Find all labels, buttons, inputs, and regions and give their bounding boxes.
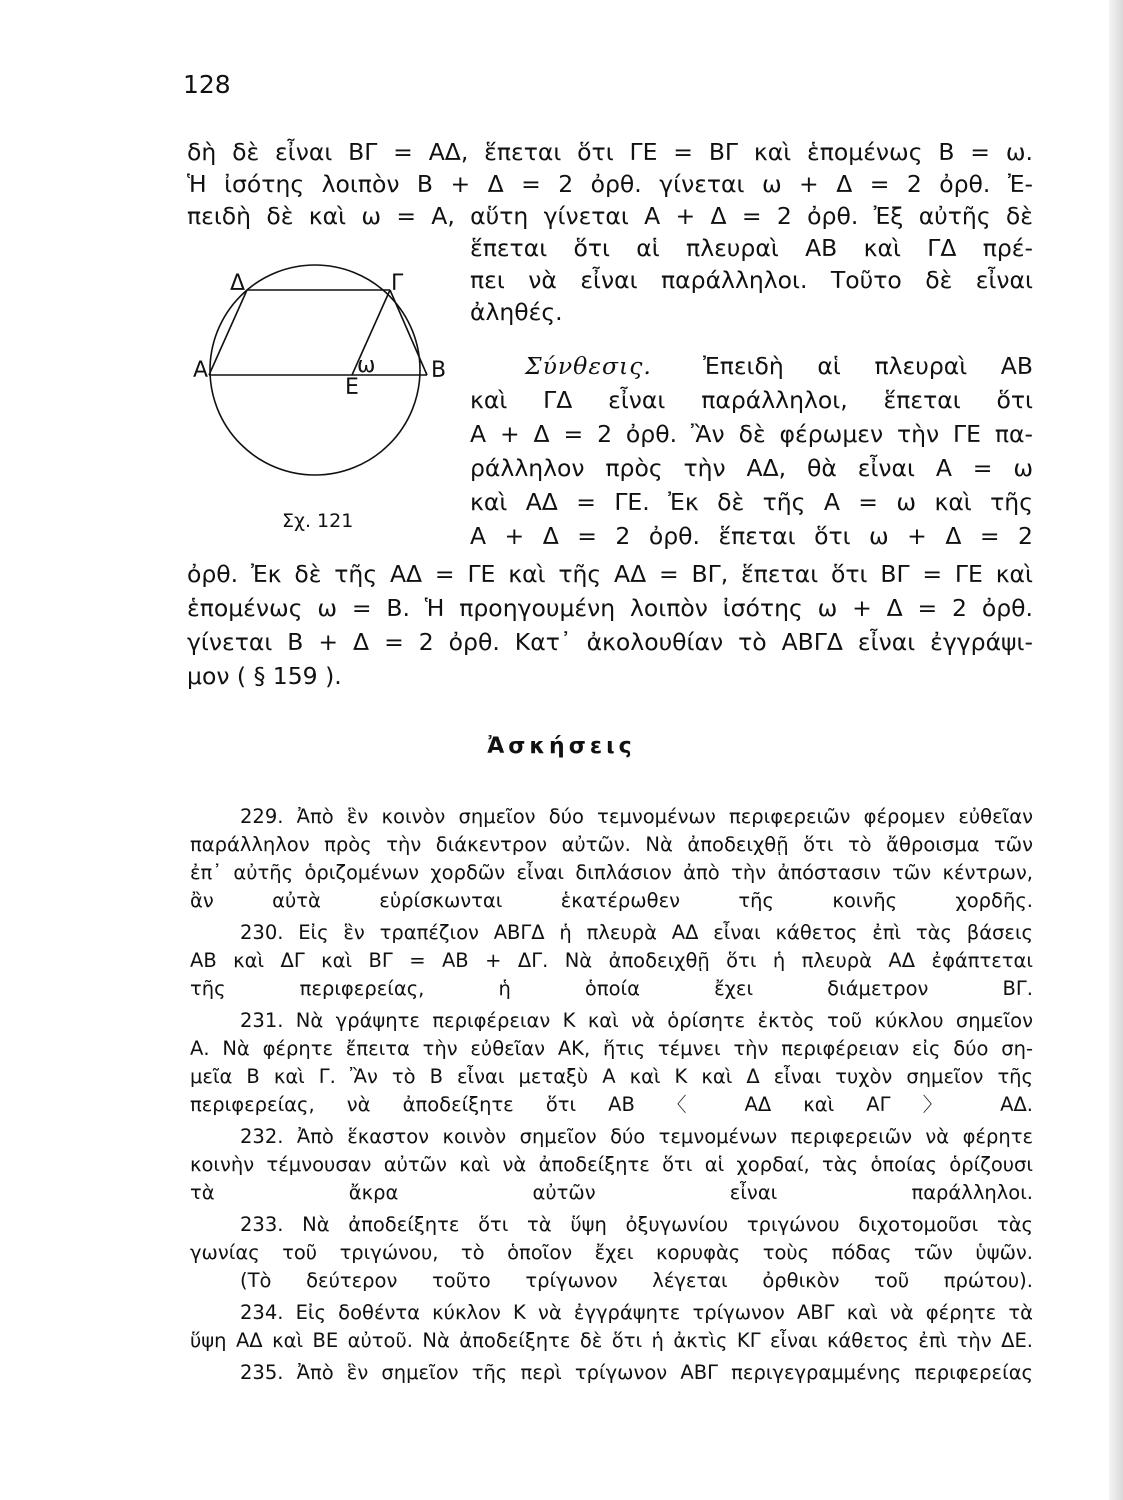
exercise-line: περιφερείας, νὰ ἀποδείξητε ὅτι ΑΒ 〈 ΑΔ καὶ ΑΓ 〉 ΑΔ. bbox=[190, 1093, 1033, 1116]
text-line: Ἐπειδὴ αἱ πλευραὶ ΑΒ bbox=[703, 352, 1033, 380]
text-line: ράλληλον πρὸς τὴν ΑΔ, θὰ εἶναι Α = ω bbox=[470, 454, 1033, 482]
exercise-line: 234. Εἰς δοθέντα κύκλον Κ νὰ ἐγγράψητε τρίγωνον ΑΒΓ καὶ νὰ φέρητε τὰ bbox=[240, 1301, 1033, 1324]
circle bbox=[210, 265, 420, 475]
exercise-line: παράλληλον πρὸς τὴν διάκεντρον αὐτῶν. Νὰ ἀποδειχθῇ ὅτι τὸ ἄθροισμα τῶν bbox=[190, 833, 1033, 856]
label-D: Δ bbox=[230, 271, 246, 296]
text-line: γίνεται Β + Δ = 2 ὀρθ. Κατ᾽ ἀκολουθίαν τὸ ΑΒΓΔ εἶναι ἐγγράψι- bbox=[187, 628, 1033, 656]
text-line: δὴ δὲ εἶναι ΒΓ = ΑΔ, ἕπεται ὅτι ΓΕ = ΒΓ καὶ ἑπομένως Β = ω. bbox=[187, 138, 1033, 166]
exercise-line: 232. Ἀπὸ ἕκαστον κοινὸν σημεῖον δύο τεμνομένων περιφερειῶν νὰ φέρητε bbox=[240, 1125, 1033, 1148]
exercise-line: τὰ ἄκρα αὐτῶν εἶναι παράλληλοι. bbox=[190, 1181, 1033, 1204]
text-line: Α + Δ = 2 ὀρθ. Ἂν δὲ φέρωμεν τὴν ΓΕ πα- bbox=[470, 420, 1033, 448]
exercise-line: 231. Νὰ γράψητε περιφέρειαν Κ καὶ νὰ ὁρίσητε ἐκτὸς τοῦ κύκλου σημεῖον bbox=[240, 1009, 1033, 1032]
label-A: Α bbox=[193, 358, 209, 383]
label-E: Ε bbox=[345, 375, 359, 400]
text-line: ἕπεται ὅτι αἱ πλευραὶ ΑΒ καὶ ΓΔ πρέ- bbox=[470, 234, 1033, 262]
label-G: Γ bbox=[391, 271, 404, 296]
exercise-line: ὕψη ΑΔ καὶ ΒΕ αὐτοῦ. Νὰ ἀποδείξητε δὲ ὅτι ἡ ἀκτὶς ΚΓ εἶναι κάθετος ἐπὶ τὴν ΔΕ. bbox=[190, 1329, 1033, 1352]
exercise-line: (Τὸ δεύτερον τοῦτο τρίγωνον λέγεται ὀρθικὸν τοῦ πρώτου). bbox=[240, 1269, 1033, 1292]
exercise-line: κοινὴν τέμνουσαν αὐτῶν καὶ νὰ ἀποδείξητε ὅτι αἱ χορδαί, τὰς ὁποίας ὁρίζουσι bbox=[190, 1153, 1033, 1176]
exercise-line: 233. Νὰ ἀποδείξητε ὅτι τὰ ὕψη ὀξυγωνίου τριγώνου διχοτομοῦσι τὰς bbox=[240, 1213, 1033, 1236]
exercise-line: γωνίας τοῦ τριγώνου, τὸ ὁποῖον ἔχει κορυφὰς τοὺς πόδας τῶν ὑψῶν. bbox=[190, 1241, 1033, 1264]
text-line: καὶ ΑΔ = ΓΕ. Ἐκ δὲ τῆς Α = ω καὶ τῆς bbox=[470, 488, 1033, 516]
figure-caption: Σχ. 121 bbox=[282, 510, 354, 532]
text-line: πειδὴ δὲ καὶ ω = Α, αὕτη γίνεται Α + Δ = 2 ὀρθ. Ἐξ αὐτῆς δὲ bbox=[187, 202, 1033, 230]
segment-AD bbox=[209, 290, 247, 375]
page-number: 128 bbox=[183, 70, 231, 99]
cyclic-quadrilateral-diagram bbox=[195, 255, 460, 545]
exercise-line: μεῖα Β καὶ Γ. Ἂν τὸ Β εἶναι μεταξὺ Α καὶ Κ καὶ Δ εἶναι τυχὸν σημεῖον τῆς bbox=[190, 1065, 1033, 1088]
text-line: μον ( § 159 ). bbox=[187, 662, 342, 690]
text-line: καὶ ΓΔ εἶναι παράλληλοι, ἕπεται ὅτι bbox=[470, 386, 1033, 414]
exercise-line: 230. Εἰς ἓν τραπέζιον ΑΒΓΔ ἡ πλευρὰ ΑΔ εἶναι κάθετος ἐπὶ τὰς βάσεις bbox=[240, 921, 1033, 944]
exercise-line: ἂν αὐτὰ εὑρίσκωνται ἑκατέρωθεν τῆς κοινῆς χορδῆς. bbox=[190, 889, 1033, 912]
exercise-line: ἐπ᾽ αὐτῆς ὁριζομένων χορδῶν εἶναι διπλάσιον ἀπὸ τὴν ἀπόστασιν τῶν κέντρων, bbox=[190, 861, 1033, 884]
exercise-line: ΑΒ καὶ ΔΓ καὶ ΒΓ = ΑΒ + ΔΓ. Νὰ ἀποδειχθῇ ὅτι ἡ πλευρὰ ΑΔ ἐφάπτεται bbox=[190, 949, 1033, 972]
text-line: ὀρθ. Ἐκ δὲ τῆς ΑΔ = ΓΕ καὶ τῆς ΑΔ = ΒΓ, ἕπεται ὅτι ΒΓ = ΓΕ καὶ bbox=[187, 560, 1033, 588]
figure-121 bbox=[195, 255, 460, 545]
label-omega: ω bbox=[357, 353, 376, 378]
label-B: Β bbox=[431, 358, 447, 383]
segment-GB bbox=[390, 290, 427, 375]
exercises-heading: Ἀσκήσεις bbox=[487, 734, 636, 759]
exercise-line: 235. Ἀπὸ ἓν σημεῖον τῆς περὶ τρίγωνον ΑΒΓ περιγεγραμμένης περιφερείας bbox=[240, 1361, 1033, 1384]
text-line: Ἡ ἰσότης λοιπὸν Β + Δ = 2 ὀρθ. γίνεται ω + Δ = 2 ὀρθ. Ἐ- bbox=[187, 170, 1033, 198]
text-line: Α + Δ = 2 ὀρθ. ἕπεται ὅτι ω + Δ = 2 bbox=[470, 522, 1033, 550]
text-line: ἑπομένως ω = Β. Ἡ προηγουμένη λοιπὸν ἰσότης ω + Δ = 2 ὀρθ. bbox=[187, 594, 1033, 622]
exercise-line: 229. Ἀπὸ ἓν κοινὸν σημεῖον δύο τεμνομένων περιφερειῶν φέρομεν εὐθεῖαν bbox=[240, 805, 1033, 828]
text-line: ἀληθές. bbox=[470, 298, 563, 326]
text-line: πει νὰ εἶναι παράλληλοι. Τοῦτο δὲ εἶναι bbox=[470, 266, 1033, 294]
exercise-line: τῆς περιφερείας, ἡ ὁποία ἔχει διάμετρον ΒΓ. bbox=[190, 977, 1033, 1000]
synthesis-heading: Σύνθεσις. bbox=[525, 352, 652, 380]
exercise-line: Α. Νὰ φέρητε ἔπειτα τὴν εὐθεῖαν ΑΚ, ἥτις τέμνει τὴν περιφέρειαν εἰς δύο ση- bbox=[190, 1037, 1033, 1060]
